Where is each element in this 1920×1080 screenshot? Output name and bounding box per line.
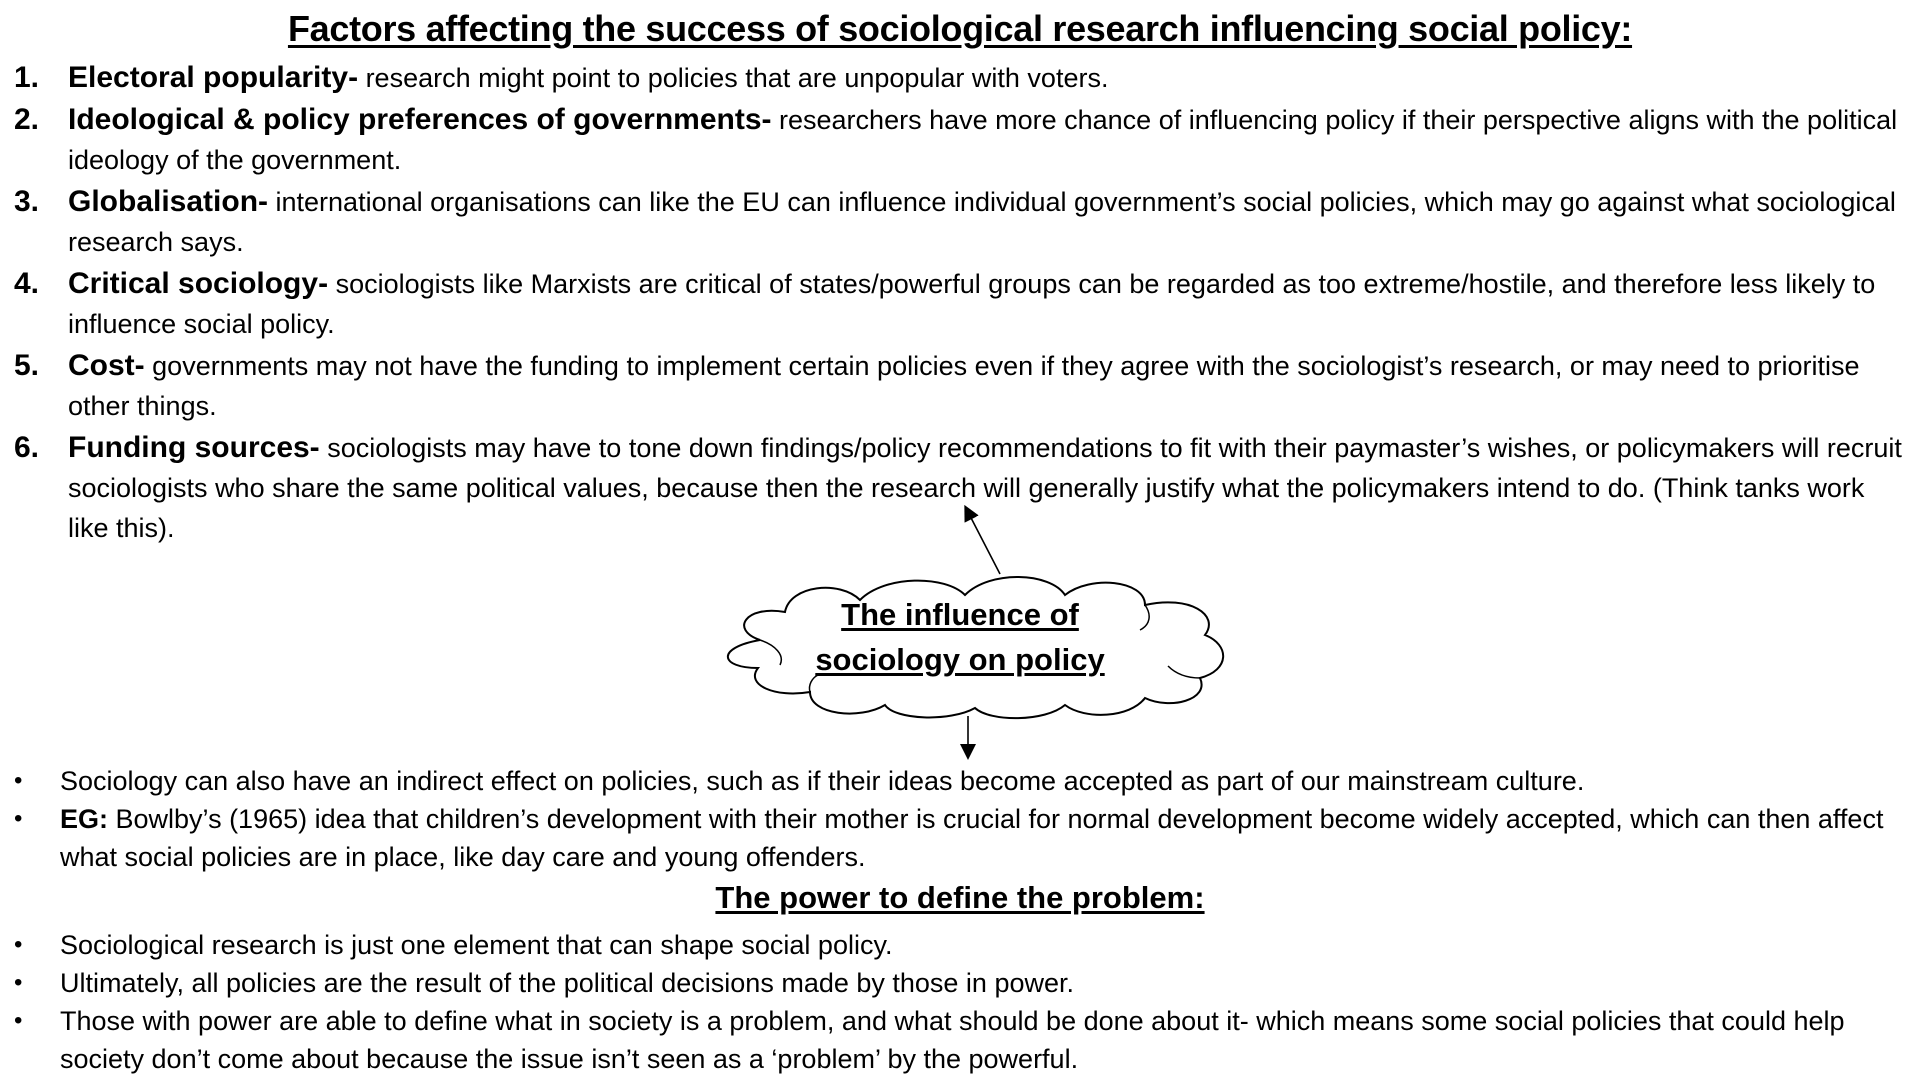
list-item (14, 964, 1910, 1002)
bullet-icon: • (14, 969, 23, 996)
factor-number: 3. (14, 185, 40, 218)
power-list (14, 926, 1910, 1078)
factor-text: governments may not have the funding to implement certain policies even if they agree with the sociologist’s research, or may need to prioritise other things. (68, 351, 1860, 421)
cloud-label (780, 592, 1140, 682)
factor-number: 2. (14, 103, 40, 136)
factor-item (14, 100, 1910, 180)
factor-heading: Cost- (68, 349, 145, 382)
factor-text: sociologists may have to tone down findings/policy recommendations to fit with their paymaster’s wishes, or policymakers will recruit sociologists who share the same political values, because then the research will generally justify what the policymakers intend to do. (Think tanks work like this). (68, 433, 1902, 543)
factor-heading: Critical sociology- (68, 267, 329, 300)
factor-item (14, 428, 1910, 548)
bullet-icon: • (14, 1007, 23, 1034)
factor-text: sociologists like Marxists are critical of states/powerful groups can be regarded as too extreme/hostile, and therefore less likely to influence social policy. (68, 269, 1876, 339)
section-heading: The power to define the problem: (715, 880, 1205, 915)
bullet-icon: • (14, 767, 23, 794)
factor-number: 6. (14, 431, 40, 464)
cloud-label-line1: The influence of (841, 597, 1079, 632)
bullet-icon: • (14, 805, 23, 832)
factor-item (14, 182, 1910, 262)
factor-text: international organisations can like the EU can influence individual government’s social policies, which may go against what sociological research says. (68, 187, 1896, 257)
factor-number: 1. (14, 61, 40, 94)
list-item (14, 926, 1910, 964)
factor-number: 4. (14, 267, 40, 300)
factor-item (14, 58, 1910, 98)
list-item (14, 800, 1910, 876)
factor-text: research might point to policies that are unpopular with voters. (358, 63, 1109, 93)
bullet-text: Bowlby’s (1965) idea that children’s development with their mother is crucial for normal development become widely accepted, which can then affect what social policies are in place, like day care and young offenders. (60, 804, 1884, 872)
page-title: Factors affecting the success of sociological research influencing social policy: (287, 8, 1633, 49)
bullet-text: Ultimately, all policies are the result of the political decisions made by those in power. (60, 968, 1075, 998)
factor-text: researchers have more chance of influencing policy if their perspective aligns with the political ideology of the government. (68, 105, 1898, 175)
bullet-text: Those with power are able to define what in society is a problem, and what should be done about it- which means some social policies that could help society don’t come about because the issue isn’t seen as a ‘problem’ by the powerful. (60, 1006, 1845, 1074)
list-item (14, 1002, 1910, 1078)
cloud-callout (690, 570, 1250, 720)
factor-item (14, 264, 1910, 344)
bullet-icon: • (14, 931, 23, 958)
bullet-lead: EG: (60, 804, 109, 834)
factor-heading: Globalisation- (68, 185, 269, 218)
indirect-effect-list (14, 762, 1910, 876)
list-item (14, 762, 1910, 800)
bullet-text: Sociological research is just one element that can shape social policy. (60, 930, 893, 960)
factor-heading: Funding sources- (68, 431, 320, 464)
factor-heading: Electoral popularity- (68, 61, 359, 94)
factors-list (14, 58, 1910, 550)
bullet-text: Sociology can also have an indirect effect on policies, such as if their ideas become accepted as part of our mainstream culture. (60, 766, 1585, 796)
factor-item (14, 346, 1910, 426)
cloud-label-line2: sociology on policy (815, 642, 1105, 677)
factor-heading: Ideological & policy preferences of governments- (68, 103, 772, 136)
factor-number: 5. (14, 349, 40, 382)
